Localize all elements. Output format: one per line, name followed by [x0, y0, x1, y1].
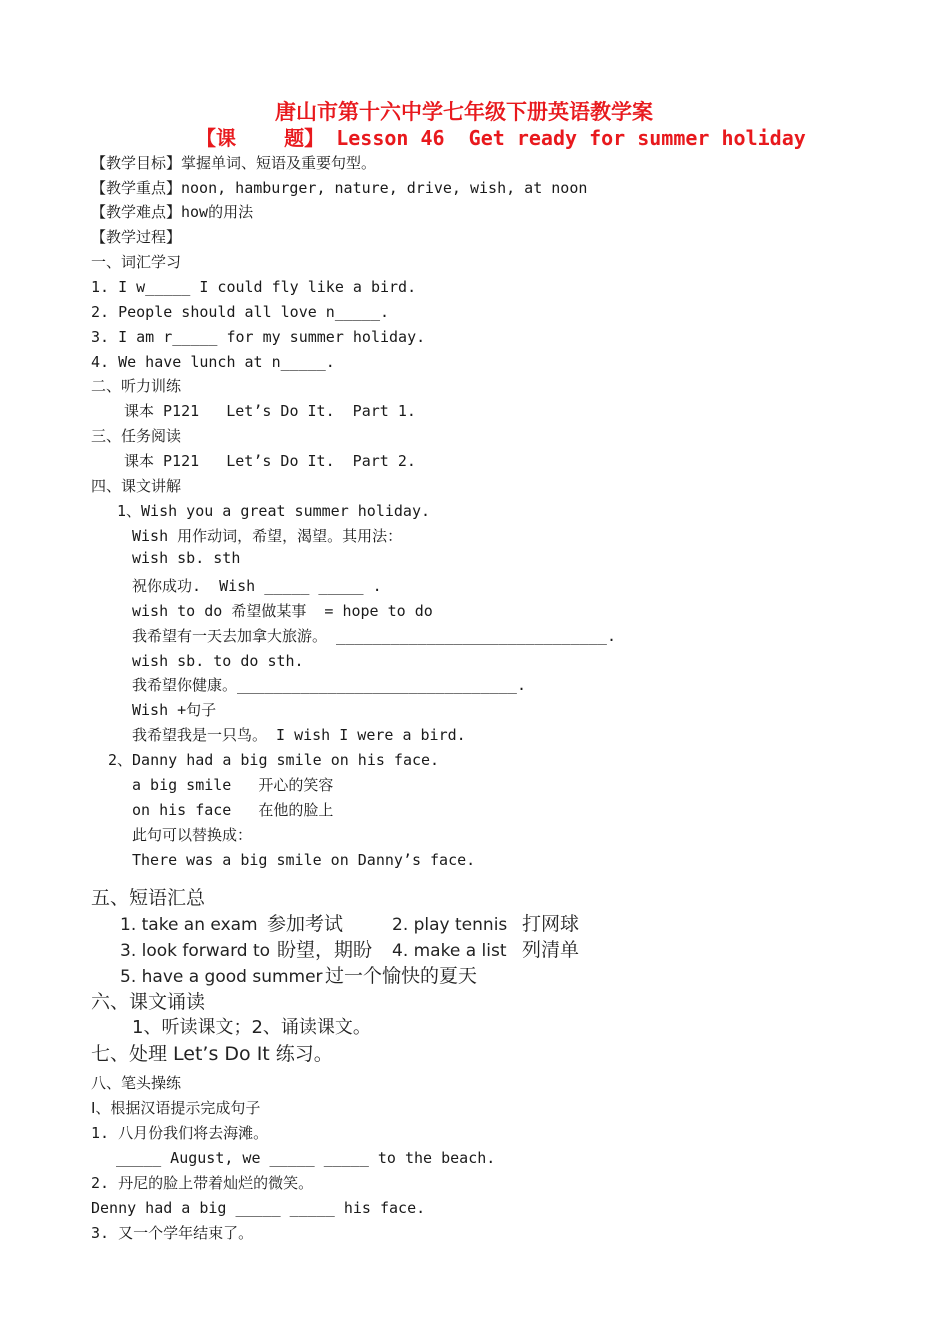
- explain-line: 此句可以替换成：: [132, 826, 253, 844]
- vocab-item: 4. We have lunch at n_____.: [91, 353, 335, 371]
- recite-text: 1、听读课文；2、诵读课文。: [132, 1017, 371, 1038]
- vocab-item: 1. I w_____ I could fly like a bird.: [91, 278, 417, 296]
- writing-line: Denny had a big _____ _____ his face.: [91, 1199, 426, 1217]
- section-writing-heading: 八、笔头操练: [91, 1074, 182, 1092]
- phrase-en: 1. take an exam: [120, 915, 258, 935]
- lesson-title: 【课 题】 Lesson 46 Get ready for summer holiday: [196, 126, 806, 150]
- teaching-process: 【教学过程】: [91, 228, 182, 246]
- writing-line: 1. 八月份我们将去海滩。: [91, 1124, 269, 1142]
- phrase-en: 4. make a list: [392, 941, 507, 961]
- teaching-difficulty: 【教学难点】how的用法: [91, 203, 254, 221]
- explain-line: 1、Wish you a great summer holiday.: [117, 502, 431, 520]
- section-reading-heading: 三、任务阅读: [91, 427, 182, 445]
- explain-line: Wish 用作动词，希望，渴望。其用法：: [132, 527, 403, 545]
- phrase-cn: 列清单: [522, 939, 580, 961]
- explain-line: 祝你成功. Wish _____ _____ .: [132, 577, 382, 595]
- reading-text: 课本 P121 Let’s Do It. Part 2.: [124, 452, 416, 470]
- phrase-cn: 打网球: [522, 913, 580, 935]
- section-recite-heading: 六、课文诵读: [91, 991, 206, 1013]
- explain-line: a big smile 开心的笑容: [132, 776, 334, 794]
- phrase-cn: 过一个愉快的夏天: [325, 965, 478, 987]
- explain-line: There was a big smile on Danny’s face.: [132, 851, 476, 869]
- explain-line: wish sb. to do sth.: [132, 652, 304, 670]
- writing-line: 3. 又一个学年结束了。: [91, 1224, 254, 1242]
- page-title: 唐山市第十六中学七年级下册英语教学案: [275, 100, 653, 124]
- explain-line: on his face 在他的脸上: [132, 801, 334, 819]
- writing-line: _____ August, we _____ _____ to the beach.: [116, 1149, 496, 1167]
- section-explain-heading: 四、课文讲解: [91, 477, 182, 495]
- phrase-en: 2. play tennis: [392, 915, 508, 935]
- writing-subheading: I、根据汉语提示完成句子: [91, 1099, 261, 1117]
- section-practice-heading: 七、处理 Let’s Do It 练习。: [91, 1043, 333, 1065]
- explain-line: Wish +句子: [132, 701, 217, 719]
- section-vocab-heading: 一、词汇学习: [91, 253, 182, 271]
- listening-text: 课本 P121 Let’s Do It. Part 1.: [124, 402, 416, 420]
- vocab-item: 3. I am r_____ for my summer holiday.: [91, 328, 426, 346]
- phrase-en: 3. look forward to: [120, 941, 271, 961]
- writing-line: 2. 丹尼的脸上带着灿烂的微笑。: [91, 1174, 314, 1192]
- section-listening-heading: 二、听力训练: [91, 377, 182, 395]
- explain-line: 2、Danny had a big smile on his face.: [108, 751, 440, 769]
- explain-line: wish sb. sth: [132, 549, 241, 567]
- phrase-en: 5. have a good summer: [120, 967, 323, 987]
- teaching-key-points: 【教学重点】noon, hamburger, nature, drive, wish, at noon: [91, 179, 588, 197]
- explain-line: 我希望有一天去加拿大旅游。 ______________________________.: [132, 627, 616, 645]
- phrase-cn: 参加考试: [267, 913, 344, 935]
- explain-line: 我希望你健康。_______________________________.: [132, 676, 526, 694]
- phrase-cn: 盼望，期盼: [277, 939, 373, 961]
- section-phrases-heading: 五、短语汇总: [91, 887, 206, 909]
- explain-line: wish to do 希望做某事 = hope to do: [132, 602, 433, 620]
- explain-line: 我希望我是一只鸟。 I wish I were a bird.: [132, 726, 466, 744]
- teaching-goal: 【教学目标】掌握单词、短语及重要句型。: [91, 154, 377, 172]
- vocab-item: 2. People should all love n_____.: [91, 303, 390, 321]
